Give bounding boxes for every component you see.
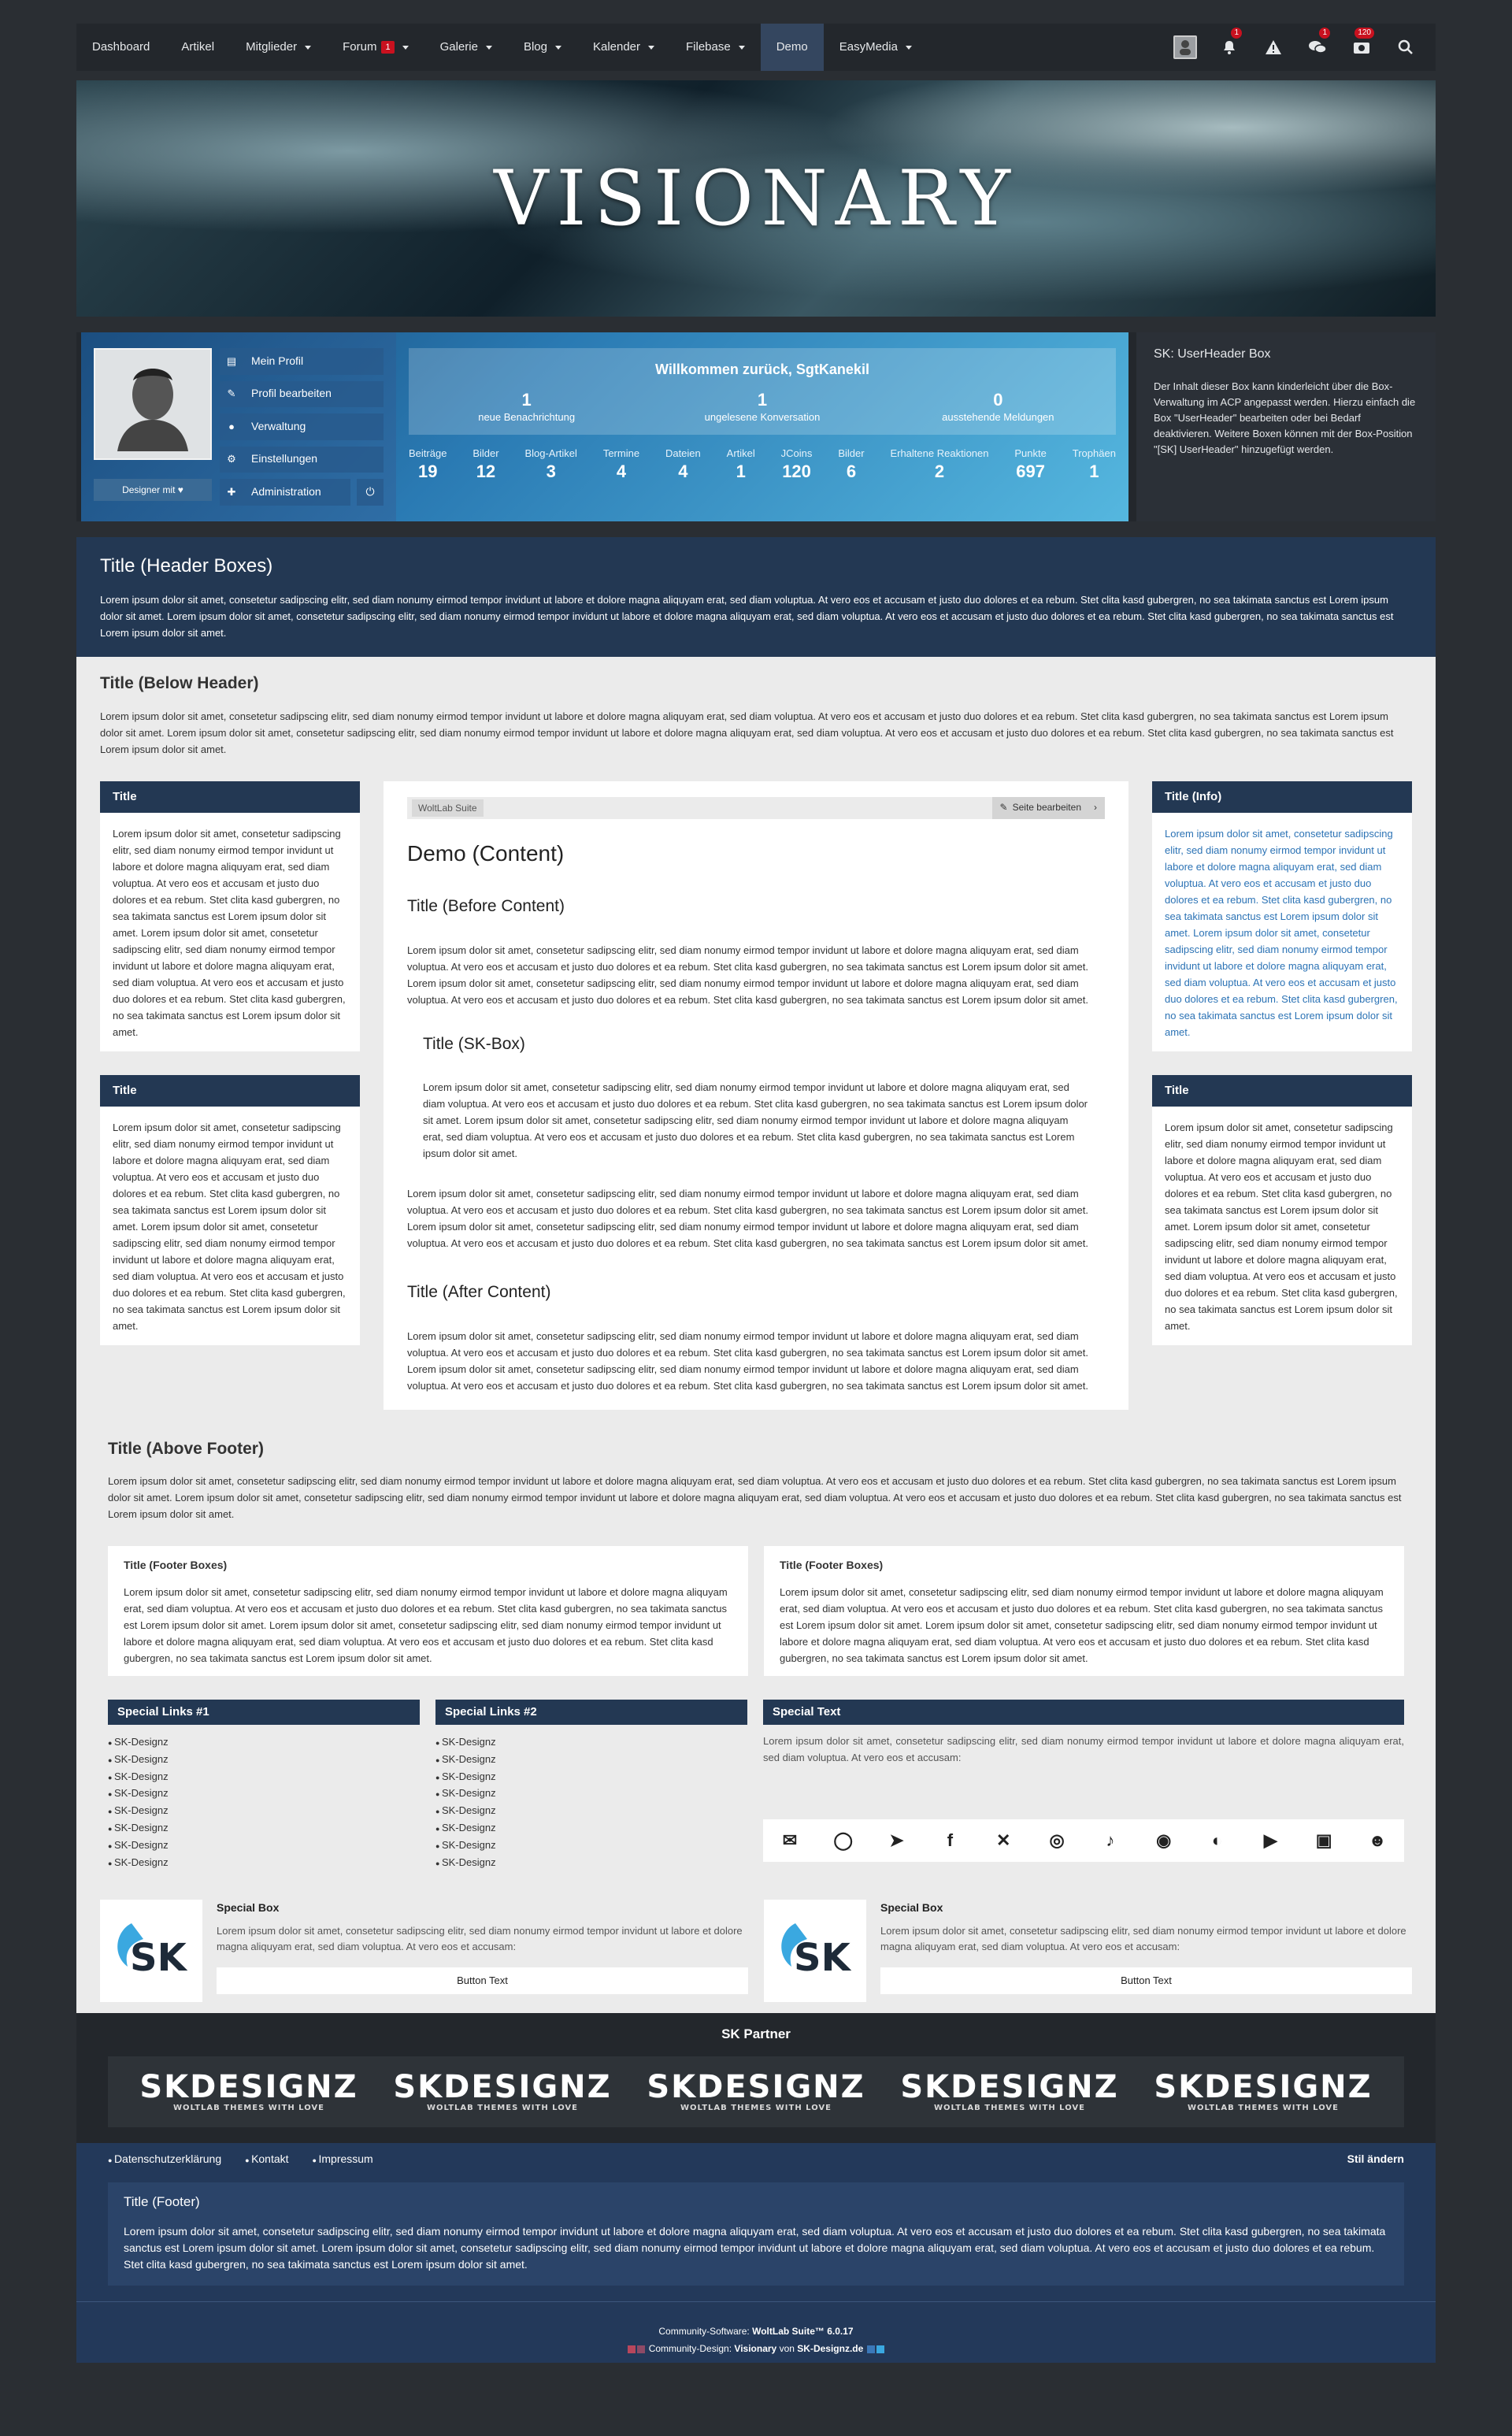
nav-label: Dashboard <box>92 40 150 54</box>
box-title: Special Box <box>217 1901 280 1915</box>
sidebar-box <box>1152 1075 1412 1345</box>
user-stat[interactable] <box>1014 446 1046 482</box>
nav-dashboard[interactable] <box>76 24 165 71</box>
stat-label: ausstehende Meldungen <box>942 410 1054 423</box>
nav-label: Artikel <box>181 40 215 54</box>
section-title: Title (SK-Box) <box>423 1034 525 1053</box>
special-button[interactable]: Button Text <box>880 1967 1412 1994</box>
sidebar-box <box>100 1075 360 1345</box>
userheader-right <box>396 332 1128 521</box>
stat-label: Beiträge <box>409 447 447 459</box>
id-card-icon: ▤ <box>226 354 237 367</box>
menu-administration[interactable] <box>220 479 350 506</box>
wrench-icon: ✚ <box>227 485 236 498</box>
box-text: Lorem ipsum dolor sit amet, consetetur sadipscing elitr, sed diam nonumy eirmod tempor invidunt ut labore et dolore magna aliquyam erat, sed diam voluptua. At vero eos et accusam et justo duo dolores et ea rebum. Stet clita kasd gubergren, no sea takimata sanctus est Lorem ipsum dolor sit amet. Lorem ipsum dolor sit amet, consetetur sadipscing elitr, sed diam nonumy eirmod tempor invidunt ut labore et dolore magna aliquyam erat, sed diam voluptua. At vero eos et accusam et justo duo dolores et ea rebum. Stet clita kasd gubergren, no sea takimata sanctus est Lorem ipsum dolor sit amet. <box>124 1586 728 1664</box>
box-text: Der Inhalt dieser Box kann kinderleicht über die Box-Verwaltung im ACP angepasst werden. Hierzu einfach die Box "UserHeader" bearbeiten oder bei Bedarf deaktivieren. Weitere Boxen können mit der Box-Position "[SK] UserHeader" hinzugefügt werden. <box>1154 380 1416 455</box>
link-item[interactable]: ● SK-Designz <box>108 1803 420 1820</box>
footer-boxes <box>76 1538 1436 1692</box>
box-title: Title (Info) <box>1152 781 1412 813</box>
sk-logo <box>764 1900 866 2002</box>
user-stat[interactable] <box>890 446 988 482</box>
link-item[interactable]: ● SK-Designz <box>435 1820 747 1837</box>
moderation-badge: 120 <box>1354 28 1374 39</box>
content-area <box>384 781 1128 1410</box>
welcome-title: Willkommen zurück, SgtKanekil <box>655 362 869 377</box>
bell-icon <box>1221 39 1237 55</box>
user-icon: ● <box>228 420 235 432</box>
user-stat[interactable] <box>409 446 447 482</box>
welcome-stat[interactable] <box>409 391 644 425</box>
stat-label: Dateien <box>665 447 701 459</box>
partner-logo-tagline: WOLTLAB THEMES WITH LOVE <box>426 2103 578 2112</box>
section-text: Lorem ipsum dolor sit amet, consetetur sadipscing elitr, sed diam nonumy eirmod tempor invidunt ut labore et dolore magna aliquyam erat, sed diam voluptua. At vero eos et accusam et justo duo dolores et ea rebum. Stet clita kasd gubergren, no sea takimata sanctus est Lorem ipsum dolor sit amet. Lorem ipsum dolor sit amet, consetetur sadipscing elitr, sed diam nonumy eirmod tempor invidunt ut labore et dolore magna aliquyam erat, sed diam voluptua. At vero eos et accusam et justo duo dolores et ea rebum. Stet clita kasd gubergren, no sea takimata sanctus est Lorem ipsum dolor sit amet. <box>108 1475 1402 1521</box>
color-square-icon <box>628 2345 636 2353</box>
logout-button[interactable] <box>357 479 384 506</box>
nav-forum[interactable] <box>327 24 424 71</box>
special-links <box>76 1692 1436 1885</box>
stat-value: 1 <box>736 462 746 482</box>
welcome-stats <box>409 391 1116 425</box>
footer-links <box>108 2151 373 2168</box>
social-icons <box>763 1819 1404 1862</box>
link-item[interactable]: ● SK-Designz <box>435 1855 747 1872</box>
partner-logo[interactable] <box>647 2067 865 2117</box>
below-header <box>76 657 1436 773</box>
box-text: Lorem ipsum dolor sit amet, consetetur sadipscing elitr, sed diam nonumy eirmod tempor invidunt ut labore et dolore magna aliquyam erat, sed diam voluptua. At vero eos et accusam: <box>217 1925 743 1953</box>
section-text: Lorem ipsum dolor sit amet, consetetur sadipscing elitr, sed diam nonumy eirmod tempor invidunt ut labore et dolore magna aliquyam erat, sed diam voluptua. At vero eos et accusam et justo duo dolores et ea rebum. Stet clita kasd gubergren, no sea takimata sanctus est Lorem ipsum dolor sit amet. Lorem ipsum dolor sit amet, consetetur sadipscing elitr, sed diam nonumy eirmod tempor invidunt ut labore et dolore magna aliquyam erat, sed diam voluptua. At vero eos et accusam et justo duo dolores et ea rebum. Stet clita kasd gubergren, no sea takimata sanctus est Lorem ipsum dolor sit amet. <box>100 710 1394 755</box>
copyright-label: Community-Design: <box>648 2343 732 2355</box>
nav-mitglieder[interactable] <box>230 24 327 71</box>
box-text: Lorem ipsum dolor sit amet, consetetur sadipscing elitr, sed diam nonumy eirmod tempor invidunt ut labore et dolore magna aliquyam erat, sed diam voluptua. At vero eos et accusam et justo duo dolores et ea rebum. Stet clita kasd gubergren, no sea takimata sanctus est Lorem ipsum dolor sit amet. Lorem ipsum dolor sit amet, consetetur sadipscing elitr, sed diam nonumy eirmod tempor invidunt ut labore et dolore magna aliquyam erat, sed diam voluptua. At vero eos et accusam et justo duo dolores et ea rebum. Stet clita kasd gubergren, no sea takimata sanctus est Lorem ipsum dolor sit amet. <box>113 827 346 1038</box>
breadcrumb[interactable]: WoltLab Suite <box>412 799 484 817</box>
link-item[interactable]: ● SK-Designz <box>108 1785 420 1803</box>
special-box-body <box>880 1900 1412 2002</box>
link-item[interactable]: ● SK-Designz <box>108 1837 420 1855</box>
section-title: Title (Before Content) <box>407 897 565 916</box>
cogs-icon: ⚙ <box>227 453 236 465</box>
partner-logo[interactable] <box>900 2067 1119 2117</box>
color-square-icon <box>876 2345 884 2353</box>
footer-box <box>108 1546 748 1676</box>
comments-icon <box>1308 39 1327 55</box>
copyright-von: von <box>779 2343 795 2355</box>
special-text-body: Lorem ipsum dolor sit amet, consetetur sadipscing elitr, sed diam nonumy eirmod tempor invidunt ut labore et dolore magna aliquyam erat, sed diam voluptua. At vero eos et accusam: <box>763 1735 1404 1763</box>
partner-section <box>76 2013 1436 2142</box>
footer-box <box>108 2182 1404 2286</box>
nav-filebase[interactable] <box>670 24 761 71</box>
partner-logo-name: SKDESIGNZ <box>139 2068 358 2105</box>
link-item[interactable]: ● SK-Designz <box>108 1769 420 1786</box>
unread-badge: 1 <box>381 41 394 54</box>
box-title: Title (Footer Boxes) <box>124 1559 228 1572</box>
link-item[interactable]: ● SK-Designz <box>435 1752 747 1769</box>
userheader <box>76 332 1436 521</box>
user-avatar-button[interactable] <box>1166 24 1204 71</box>
links-title: Special Links #2 <box>435 1700 747 1725</box>
stat-value: 19 <box>417 462 438 482</box>
footer-box-area <box>76 2176 1436 2301</box>
stat-value: 0 <box>993 389 1003 410</box>
partner-logo-name: SKDESIGNZ <box>900 2068 1119 2105</box>
menu-settings[interactable] <box>220 447 384 473</box>
link-item[interactable]: ● SK-Designz <box>108 1752 420 1769</box>
discord-icon[interactable]: ◉ <box>1156 1830 1172 1850</box>
user-stats <box>409 446 1116 482</box>
links-title: Special Links #1 <box>108 1700 420 1725</box>
stat-value: 120 <box>782 462 811 482</box>
section-text: Lorem ipsum dolor sit amet, consetetur sadipscing elitr, sed diam nonumy eirmod tempor invidunt ut labore et dolore magna aliquyam erat, sed diam voluptua. At vero eos et accusam et justo duo dolores et ea rebum. Stet clita kasd gubergren, no sea takimata sanctus est Lorem ipsum dolor sit amet. Lorem ipsum dolor sit amet, consetetur sadipscing elitr, sed diam nonumy eirmod tempor invidunt ut labore et dolore magna aliquyam erat, sed diam voluptua. At vero eos et accusam et justo duo dolores et ea rebum. Stet clita kasd gubergren, no sea takimata sanctus est Lorem ipsum dolor sit amet. <box>407 944 1088 1006</box>
caret-down-icon <box>906 46 912 50</box>
partner-logo-name: SKDESIGNZ <box>393 2068 612 2105</box>
nav-label: Demo <box>776 40 808 54</box>
stat-label: Trophäen <box>1072 447 1116 459</box>
stat-value: 2 <box>934 462 945 482</box>
conversations-badge: 1 <box>1319 28 1330 39</box>
partner-logo[interactable] <box>139 2067 358 2117</box>
box-title: SK: UserHeader Box <box>1154 347 1271 361</box>
stat-label: Erhaltene Reaktionen <box>890 447 989 459</box>
admin-row <box>220 479 384 506</box>
x-icon[interactable]: ✕ <box>996 1830 1011 1850</box>
footer-navigation <box>76 2143 1436 2176</box>
box-title: Title (Footer Boxes) <box>780 1559 884 1572</box>
link-item[interactable]: ● SK-Designz <box>435 1837 747 1855</box>
stat-label: Punkte <box>1014 447 1047 459</box>
warning-icon <box>1265 39 1282 55</box>
section-text: Lorem ipsum dolor sit amet, consetetur sadipscing elitr, sed diam nonumy eirmod tempor invidunt ut labore et dolore magna aliquyam erat, sed diam voluptua. At vero eos et accusam et justo duo dolores et ea rebum. Stet clita kasd gubergren, no sea takimata sanctus est Lorem ipsum dolor sit amet. Lorem ipsum dolor sit amet, consetetur sadipscing elitr, sed diam nonumy eirmod tempor invidunt ut labore et dolore magna aliquyam erat, sed diam voluptua. At vero eos et accusam et justo duo dolores et ea rebum. Stet clita kasd gubergren, no sea takimata sanctus est Lorem ipsum dolor sit amet. <box>407 1329 1088 1392</box>
camera-icon <box>1353 40 1370 54</box>
youtube-icon[interactable]: ▶ <box>1263 1830 1277 1850</box>
sk-box <box>407 1008 1105 1186</box>
stat-label: Bilder <box>472 447 499 459</box>
designer-badge: Designer mit ♥ <box>94 479 212 501</box>
menu-label: Profil bearbeiten <box>251 387 332 400</box>
user-stat[interactable] <box>524 446 576 482</box>
stat-value: 1 <box>757 389 768 410</box>
stat-value: 697 <box>1016 462 1045 482</box>
button-label: Seite bearbeiten <box>1012 802 1081 814</box>
stat-value: 1 <box>1089 462 1099 482</box>
nav-galerie[interactable] <box>424 24 508 71</box>
section-title: Title (After Content) <box>407 1283 551 1302</box>
welcome-stat[interactable] <box>880 391 1116 425</box>
nav-label: Filebase <box>686 40 731 54</box>
footer-link-imprint[interactable]: ● Impressum <box>313 2151 373 2168</box>
caret-down-icon <box>648 46 654 50</box>
sk-logo-text: SK <box>130 1936 187 1981</box>
user-stat[interactable] <box>727 446 755 482</box>
menu-my-profile[interactable] <box>220 348 384 375</box>
links-list <box>108 1734 420 1871</box>
section-title: Title (Below Header) <box>100 674 259 693</box>
menu-label: Mein Profil <box>251 354 304 367</box>
change-style-link[interactable]: Stil ändern <box>1347 2152 1404 2165</box>
menu-label: Verwaltung <box>251 419 306 432</box>
twitch-icon[interactable]: ▣ <box>1315 1830 1332 1850</box>
welcome-stat[interactable] <box>644 391 880 425</box>
reddit-icon[interactable]: ☻ <box>1368 1830 1387 1850</box>
sidebar-left <box>100 781 360 1345</box>
nav-label: Forum <box>343 40 377 54</box>
section-text: Lorem ipsum dolor sit amet, consetetur sadipscing elitr, sed diam nonumy eirmod tempor invidunt ut labore et dolore magna aliquyam erat, sed diam voluptua. At vero eos et accusam et justo duo dolores et ea rebum. Stet clita kasd gubergren, no sea takimata sanctus est Lorem ipsum dolor sit amet. Lorem ipsum dolor sit amet, consetetur sadipscing elitr, sed diam nonumy eirmod tempor invidunt ut labore et dolore magna aliquyam erat, sed diam voluptua. At vero eos et accusam et justo duo dolores et ea rebum. Stet clita kasd gubergren, no sea takimata sanctus est Lorem ipsum dolor sit amet. <box>100 594 1394 640</box>
link-item[interactable]: ● SK-Designz <box>435 1785 747 1803</box>
color-square-icon <box>637 2345 645 2353</box>
stat-label: ungelesene Konversation <box>704 410 821 423</box>
copyright <box>76 2301 1436 2363</box>
box-text: Lorem ipsum dolor sit amet, consetetur sadipscing elitr, sed diam nonumy eirmod tempor invidunt ut labore et dolore magna aliquyam erat, sed diam voluptua. At vero eos et accusam et justo duo dolores et ea rebum. Stet clita kasd gubergren, no sea takimata sanctus est Lorem ipsum dolor sit amet. Lorem ipsum dolor sit amet, consetetur sadipscing elitr, sed diam nonumy eirmod tempor invidunt ut labore et dolore magna aliquyam erat, sed diam voluptua. At vero eos et accusam et justo duo dolores et ea rebum. Stet clita kasd gubergren, no sea takimata sanctus est Lorem ipsum dolor sit amet. <box>113 1121 346 1332</box>
telegram-icon[interactable]: ➤ <box>889 1830 904 1850</box>
instagram-icon[interactable]: ◎ <box>1049 1830 1065 1850</box>
design-name: Visionary <box>734 2343 777 2355</box>
partner-logo-tagline: WOLTLAB THEMES WITH LOVE <box>172 2103 324 2112</box>
box-text: Lorem ipsum dolor sit amet, consetetur sadipscing elitr, sed diam nonumy eirmod tempor invidunt ut labore et dolore magna aliquyam erat, sed diam voluptua. At vero eos et accusam et justo duo dolores et ea rebum. Stet clita kasd gubergren, no sea takimata sanctus est Lorem ipsum dolor sit amet. Lorem ipsum dolor sit amet, consetetur sadipscing elitr, sed diam nonumy eirmod tempor invidunt ut labore et dolore magna aliquyam erat, sed diam voluptua. At vero eos et accusam et justo duo dolores et ea rebum. Stet clita kasd gubergren, no sea takimata sanctus est Lorem ipsum dolor sit amet. <box>1165 827 1398 1038</box>
sidebar-box-info <box>1152 781 1412 1051</box>
sk-logo <box>100 1900 202 2002</box>
links-column-1 <box>108 1700 420 1871</box>
link-item[interactable]: ● SK-Designz <box>435 1803 747 1820</box>
sidebar-box <box>100 781 360 1051</box>
footer-link-privacy[interactable]: ● Datenschutzerklärung <box>108 2151 221 2168</box>
user-stat[interactable] <box>781 446 813 482</box>
nav-label: Kalender <box>592 40 641 54</box>
section-text: Lorem ipsum dolor sit amet, consetetur sadipscing elitr, sed diam nonumy eirmod tempor invidunt ut labore et dolore magna aliquyam erat, sed diam voluptua. At vero eos et accusam et justo duo dolores et ea rebum. Stet clita kasd gubergren, no sea takimata sanctus est Lorem ipsum dolor sit amet. Lorem ipsum dolor sit amet, consetetur sadipscing elitr, sed diam nonumy eirmod tempor invidunt ut labore et dolore magna aliquyam erat, sed diam voluptua. At vero eos et accusam et justo duo dolores et ea rebum. Stet clita kasd gubergren, no sea takimata sanctus est Lorem ipsum dolor sit amet. <box>423 1081 1088 1160</box>
tiktok-icon[interactable]: ♪ <box>1106 1830 1115 1850</box>
designer-link[interactable]: SK-Designz.de <box>797 2343 864 2355</box>
nav-label: Mitglieder <box>246 40 298 54</box>
mail-icon[interactable]: ✉ <box>782 1830 798 1850</box>
box-text: Lorem ipsum dolor sit amet, consetetur sadipscing elitr, sed diam nonumy eirmod tempor invidunt ut labore et dolore magna aliquyam erat, sed diam voluptua. At vero eos et accusam et justo duo dolores et ea rebum. Stet clita kasd gubergren, no sea takimata sanctus est Lorem ipsum dolor sit amet. Lorem ipsum dolor sit amet, consetetur sadipscing elitr, sed diam nonumy eirmod tempor invidunt ut labore et dolore magna aliquyam erat, sed diam voluptua. At vero eos et accusam et justo duo dolores et ea rebum. Stet clita kasd gubergren, no sea takimata sanctus est Lorem ipsum dolor sit amet. <box>124 2225 1386 2271</box>
search-icon <box>1398 39 1414 55</box>
facebook-icon[interactable]: f <box>947 1830 954 1850</box>
stat-label: JCoins <box>780 447 813 459</box>
power-icon: ⏻ <box>365 485 375 499</box>
nav-demo[interactable] <box>761 24 824 71</box>
menu-manage[interactable] <box>220 413 384 440</box>
stat-value: 3 <box>546 462 556 482</box>
stat-label: Bilder <box>838 447 865 459</box>
partner-logo-name: SKDESIGNZ <box>647 2068 865 2105</box>
copyright-software-line <box>76 2323 1436 2340</box>
content-text: Lorem ipsum dolor sit amet, consetetur sadipscing elitr, sed diam nonumy eirmod tempor invidunt ut labore et dolore magna aliquyam erat, sed diam voluptua. At vero eos et accusam et justo duo dolores et ea rebum. Stet clita kasd gubergren, no sea takimata sanctus est Lorem ipsum dolor sit amet. Lorem ipsum dolor sit amet, consetetur sadipscing elitr, sed diam nonumy eirmod tempor invidunt ut labore et dolore magna aliquyam erat, sed diam voluptua. At vero eos et accusam et justo duo dolores et ea rebum. Stet clita kasd gubergren, no sea takimata sanctus est Lorem ipsum dolor sit amet. <box>407 1188 1088 1250</box>
links-column-2 <box>435 1700 747 1871</box>
box-title: Title <box>100 1075 360 1107</box>
stat-label: Blog-Artikel <box>524 447 577 459</box>
box-title: Title (Footer) <box>124 2193 200 2209</box>
conversations-button[interactable] <box>1299 24 1336 71</box>
special-boxes <box>76 1885 1436 2013</box>
special-box <box>764 1900 1412 2002</box>
software-link[interactable]: WoltLab Suite™ 6.0.17 <box>752 2326 854 2338</box>
box-title: Title <box>100 781 360 813</box>
main-layout <box>76 773 1436 1421</box>
menu-edit-profile[interactable] <box>220 381 384 408</box>
user-stat[interactable] <box>1073 446 1116 482</box>
notifications-badge: 1 <box>1231 28 1242 39</box>
special-button[interactable]: Button Text <box>217 1967 748 1994</box>
user-stat[interactable] <box>665 446 701 482</box>
partner-logo-tagline: WOLTLAB THEMES WITH LOVE <box>933 2103 1085 2112</box>
above-footer <box>76 1421 1436 1539</box>
stat-value: 12 <box>476 462 496 482</box>
stat-value: 4 <box>678 462 688 482</box>
link-item[interactable]: ● SK-Designz <box>108 1855 420 1872</box>
nav-label: EasyMedia <box>839 40 898 54</box>
search-button[interactable] <box>1387 24 1425 71</box>
partner-title: SK Partner <box>721 2026 791 2042</box>
partner-logos <box>108 2056 1404 2127</box>
nav-artikel[interactable] <box>165 24 230 71</box>
links-list <box>435 1734 747 1871</box>
caret-down-icon <box>739 46 745 50</box>
userheader-info-box <box>1136 332 1436 521</box>
chevron-right-icon: › <box>1094 802 1097 814</box>
user-panel <box>1166 24 1436 71</box>
top-navigation <box>76 24 1436 71</box>
copyright-label: Community-Software: <box>658 2326 750 2338</box>
caret-down-icon <box>305 46 311 50</box>
special-text-title: Special Text <box>763 1700 1404 1725</box>
special-text <box>763 1700 1404 1871</box>
nav-blog[interactable] <box>508 24 577 71</box>
caret-down-icon <box>402 46 409 50</box>
main-menu <box>76 24 928 71</box>
stat-value: 4 <box>616 462 627 482</box>
page-title: Demo (Content) <box>407 840 565 866</box>
box-title: Special Box <box>880 1901 943 1915</box>
sidebar-right <box>1152 781 1412 1345</box>
stat-value: 6 <box>846 462 857 482</box>
section-title: Title (Above Footer) <box>108 1439 264 1458</box>
menu-label: Einstellungen <box>251 452 318 465</box>
content-topbar <box>407 797 1105 819</box>
podcast-icon[interactable]: ◐ <box>1211 1830 1223 1850</box>
link-item[interactable]: ● SK-Designz <box>435 1734 747 1752</box>
whatsapp-icon[interactable]: ◯ <box>833 1830 854 1850</box>
avatar <box>1173 35 1197 59</box>
stat-label: Termine <box>602 447 640 459</box>
pencil-icon: ✎ <box>999 802 1008 814</box>
moderation-queue-button[interactable] <box>1343 24 1380 71</box>
footer-box <box>764 1546 1404 1676</box>
welcome-box <box>409 348 1116 435</box>
moderation-reports-button[interactable] <box>1254 24 1292 71</box>
caret-down-icon <box>555 46 561 50</box>
sk-logo-text: SK <box>794 1936 850 1981</box>
header-banner <box>76 80 1436 317</box>
special-box <box>100 1900 748 2002</box>
link-item[interactable]: ● SK-Designz <box>435 1769 747 1786</box>
color-square-icon <box>867 2345 875 2353</box>
partner-logo[interactable] <box>393 2067 612 2117</box>
box-text: Lorem ipsum dolor sit amet, consetetur sadipscing elitr, sed diam nonumy eirmod tempor invidunt ut labore et dolore magna aliquyam erat, sed diam voluptua. At vero eos et accusam: <box>880 1925 1406 1953</box>
partner-logo-tagline: WOLTLAB THEMES WITH LOVE <box>1187 2103 1339 2112</box>
menu-label: Administration <box>251 485 321 499</box>
notifications-button[interactable] <box>1210 24 1248 71</box>
user-stat[interactable] <box>838 446 864 482</box>
footer-link-contact[interactable]: ● Kontakt <box>245 2151 288 2168</box>
caret-down-icon <box>486 46 492 50</box>
partner-logo-name: SKDESIGNZ <box>1154 2068 1373 2105</box>
copyright-design-line <box>76 2340 1436 2357</box>
userheader-main <box>81 332 1128 521</box>
partner-logo[interactable] <box>1154 2067 1373 2117</box>
partner-logo-tagline: WOLTLAB THEMES WITH LOVE <box>680 2103 832 2112</box>
nav-kalender[interactable] <box>577 24 670 71</box>
nav-easymedia[interactable] <box>824 24 928 71</box>
special-box-body <box>217 1900 748 2002</box>
userheader-left <box>81 332 396 521</box>
header-boxes <box>76 537 1436 657</box>
pencil-icon: ✎ <box>227 387 236 400</box>
nav-label: Blog <box>523 40 547 54</box>
link-item[interactable]: ● SK-Designz <box>108 1734 420 1752</box>
userheader-avatar-column <box>94 348 212 506</box>
box-text: Lorem ipsum dolor sit amet, consetetur sadipscing elitr, sed diam nonumy eirmod tempor invidunt ut labore et dolore magna aliquyam erat, sed diam voluptua. At vero eos et accusam et justo duo dolores et ea rebum. Stet clita kasd gubergren, no sea takimata sanctus est Lorem ipsum dolor sit amet. Lorem ipsum dolor sit amet, consetetur sadipscing elitr, sed diam nonumy eirmod tempor invidunt ut labore et dolore magna aliquyam erat, sed diam voluptua. At vero eos et accusam et justo duo dolores et ea rebum. Stet clita kasd gubergren, no sea takimata sanctus est Lorem ipsum dolor sit amet. <box>780 1586 1384 1664</box>
box-title: Title <box>1152 1075 1412 1107</box>
edit-page-button[interactable] <box>992 797 1105 819</box>
link-item[interactable]: ● SK-Designz <box>108 1820 420 1837</box>
user-stat[interactable] <box>603 446 639 482</box>
user-stat[interactable] <box>472 446 498 482</box>
site-logo[interactable]: VISIONARY <box>494 154 1018 243</box>
stat-value: 1 <box>521 389 532 410</box>
stat-label: Artikel <box>726 447 755 459</box>
nav-label: Galerie <box>439 40 478 54</box>
userheader-menu <box>220 348 384 506</box>
box-text: Lorem ipsum dolor sit amet, consetetur sadipscing elitr, sed diam nonumy eirmod tempor invidunt ut labore et dolore magna aliquyam erat, sed diam voluptua. At vero eos et accusam et justo duo dolores et ea rebum. Stet clita kasd gubergren, no sea takimata sanctus est Lorem ipsum dolor sit amet. Lorem ipsum dolor sit amet, consetetur sadipscing elitr, sed diam nonumy eirmod tempor invidunt ut labore et dolore magna aliquyam erat, sed diam voluptua. At vero eos et accusam et justo duo dolores et ea rebum. Stet clita kasd gubergren, no sea takimata sanctus est Lorem ipsum dolor sit amet. <box>1165 1121 1398 1332</box>
section-title: Title (Header Boxes) <box>100 555 273 577</box>
user-avatar[interactable] <box>94 348 212 460</box>
stat-label: neue Benachrichtung <box>478 410 576 423</box>
